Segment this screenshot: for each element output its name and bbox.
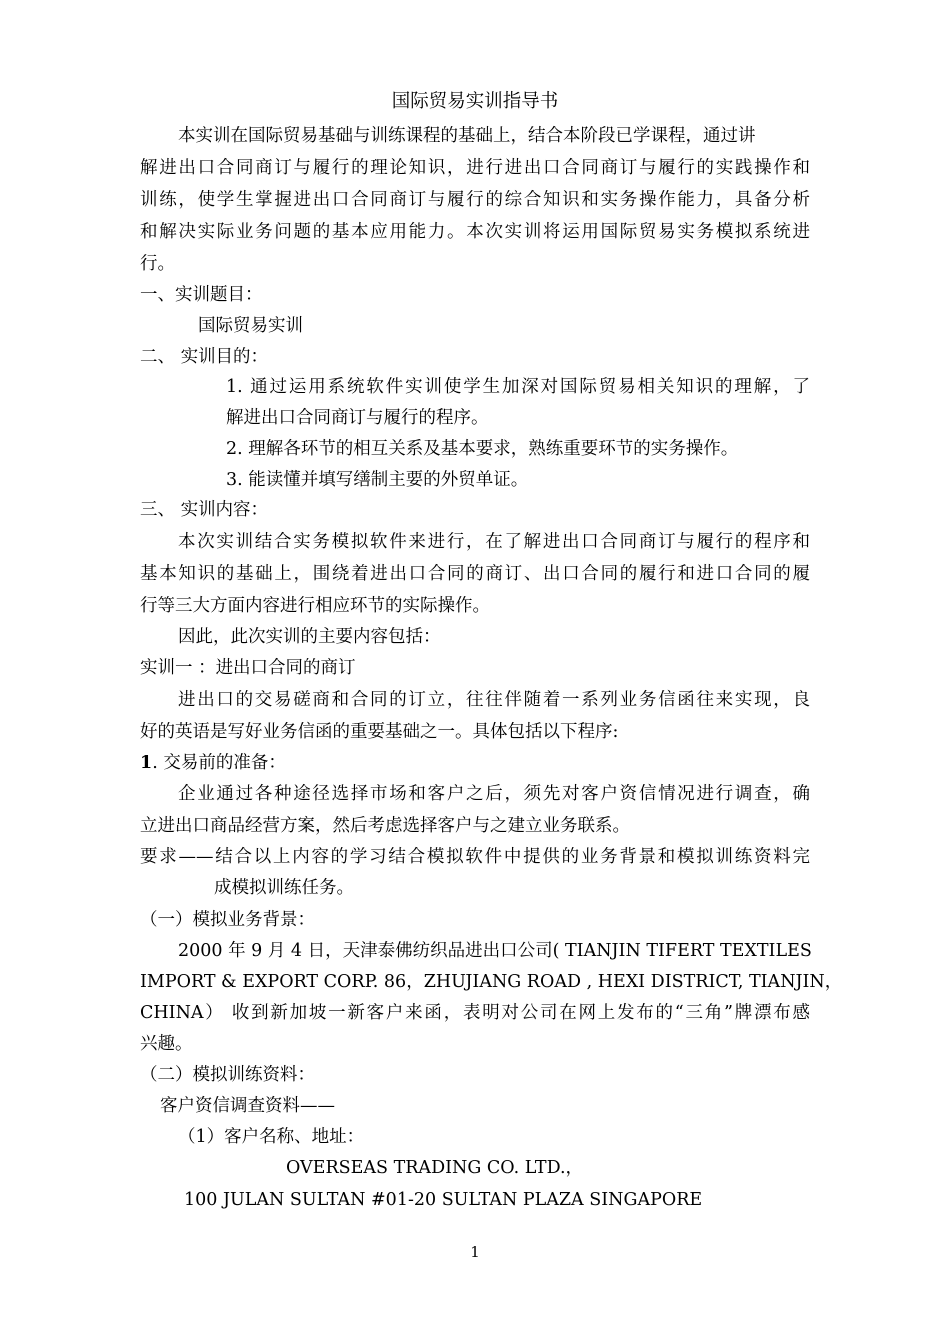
step-heading (140, 753, 286, 773)
exercise-label: 实训一 ： (140, 658, 216, 678)
background-line: 兴趣。 (140, 1034, 193, 1054)
step-title: . 交易前的准备： (152, 753, 286, 773)
content-line: 行等三大方面内容进行相应环节的实际操作。 (140, 596, 490, 616)
subsection-heading: （一）模拟业务背景： (140, 910, 315, 930)
page-number: 1 (470, 1243, 480, 1261)
background-line: CHINA） 收到新加坡一新客户来函，表明对公司在网上发布的“三角”牌漂布感 (140, 1003, 810, 1023)
step-line: 立进出口商品经营方案，然后考虑选择客户与之建立业务联系。 (140, 816, 630, 836)
goal-item: 3. 能读懂并填写缮制主要的外贸单证。 (226, 470, 529, 490)
step-number: 1 (140, 753, 153, 773)
subsection-heading: （二）模拟训练资料： (140, 1065, 315, 1085)
goal-item-continued: 解进出口合同商订与履行的程序。 (226, 408, 489, 428)
goal-item: 2. 理解各环节的相互关系及基本要求，熟练重要环节的实务操作。 (226, 439, 739, 459)
content-line: 本次实训结合实务模拟软件来进行，在了解进出口合同商订与履行的程序和 (178, 532, 810, 552)
intro-line: 行。 (140, 254, 175, 274)
intro-line: 解进出口合同商订与履行的理论知识，进行进出口合同商订与履行的实践操作和 (140, 158, 810, 178)
intro-line: 训练，使学生掌握进出口合同商订与履行的综合知识和实务操作能力，具备分析 (140, 190, 810, 210)
exercise-title: 进出口合同的商订 (215, 658, 356, 678)
section-heading: 三、 实训内容： (140, 500, 269, 520)
exercise-line: 进出口的交易磋商和合同的订立，往往伴随着一系列业务信函往来实现，良 (178, 690, 810, 710)
customer-name: OVERSEAS TRADING CO. LTD.， (286, 1158, 584, 1178)
requirement-line: 成模拟训练任务。 (214, 878, 354, 898)
materials-subheading: 客户资信调查资料—— (160, 1096, 335, 1116)
content-line: 基本知识的基础上，围绕着进出口合同的商订、出口合同的履行和进口合同的履 (140, 564, 810, 584)
goal-item: 1. 通过运用系统软件实训使学生加深对国际贸易相关知识的理解，了 (226, 377, 810, 397)
background-line: IMPORT & EXPORT CORP. 86，ZHUJIANG ROAD , HEXI DISTRICT, TIANJIN， (140, 972, 843, 992)
content-summary: 因此，此次实训的主要内容包括： (178, 627, 441, 647)
requirement-line: 要求——结合以上内容的学习结合模拟软件中提供的业务背景和模拟训练资料完 (140, 847, 810, 867)
customer-address: 100 JULAN SULTAN #01-20 SULTAN PLAZA SINGAPORE (184, 1190, 703, 1210)
exercise-line: 好的英语是写好业务信函的重要基础之一。具体包括以下程序: (140, 722, 619, 742)
step-line: 企业通过各种途径选择市场和客户之后，须先对客户资信情况进行调查，确 (178, 784, 810, 804)
section-body: 国际贸易实训 (198, 316, 303, 336)
document-title: 国际贸易实训指导书 (391, 91, 559, 112)
section-heading: 二、 实训目的： (140, 347, 269, 367)
background-line: 2000 年 9 月 4 日，天津泰佛纺织品进出口公司( TIANJIN TIFERT TEXTILES (178, 941, 812, 961)
exercise-heading (140, 658, 356, 678)
customer-label: （1）客户名称、地址： (178, 1127, 365, 1147)
intro-line: 和解决实际业务问题的基本应用能力。本次实训将运用国际贸易实务模拟系统进 (140, 222, 810, 242)
intro-line: 本实训在国际贸易基础与训练课程的基础上，结合本阶段已学课程，通过讲 (178, 126, 756, 146)
section-heading: 一、实训题目： (140, 285, 263, 305)
